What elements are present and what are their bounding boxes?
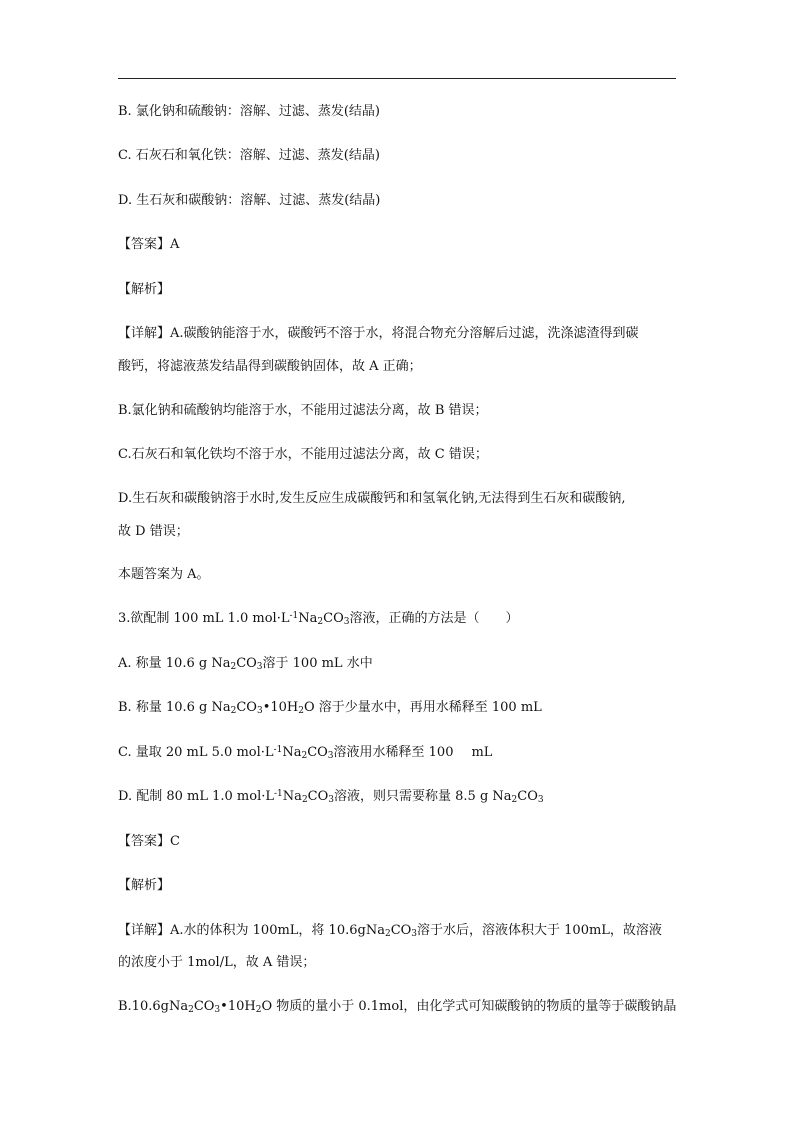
co: CO — [193, 999, 215, 1014]
q3-option-c — [118, 742, 678, 764]
q3-option-a — [118, 653, 678, 675]
q3-option-b — [118, 697, 678, 719]
sub3: 3 — [537, 795, 544, 805]
detail-text: 酸钙，将滤液蒸发结晶得到碳酸钠固体，故 A 正确； — [118, 359, 422, 374]
option-suffix: 溶液用水稀释至 100 — [333, 745, 454, 760]
option-prefix: A. 称量 10.6 g Na — [118, 656, 231, 671]
detail-suffix: O 物质的量小于 0.1mol，由化学式可知碳酸钠的物质的量等于碳酸钠晶 — [261, 999, 677, 1014]
co: CO — [307, 745, 328, 760]
na: Na — [282, 789, 302, 804]
option-b: B. 氯化钠和硫酸钠：溶解、过滤、蒸发(结晶) — [118, 104, 380, 119]
option-suffix: 溶于 100 mL 水中 — [262, 656, 373, 671]
sub3: 3 — [214, 1005, 221, 1015]
sub3: 3 — [256, 662, 263, 672]
answer-label: 【答案】C — [118, 834, 180, 849]
co: CO — [323, 611, 344, 626]
option-mid: •10H — [262, 700, 299, 715]
conclusion: 本题答案为 A。 — [118, 567, 210, 582]
option-d: D. 生石灰和碳酸钠：溶解、过滤、蒸发(结晶) — [118, 193, 381, 208]
analysis-label: 【解析】 — [118, 878, 171, 893]
sub3: 3 — [343, 617, 350, 627]
co: CO — [236, 700, 257, 715]
option-suffix: O 溶于少量水中，再用水稀释至 100 mL — [303, 700, 542, 715]
co: CO — [236, 656, 257, 671]
sup-neg1: -1 — [289, 611, 299, 621]
na: Na — [282, 745, 302, 760]
option-prefix: D. 配制 80 mL 1.0 mol·L — [118, 789, 275, 804]
option-c: C. 石灰石和氧化铁：溶解、过滤、蒸发(结晶) — [118, 148, 380, 163]
detail-prefix: B.10.6gNa — [118, 999, 189, 1014]
sub2: 2 — [317, 617, 324, 627]
option-prefix: B. 称量 10.6 g Na — [118, 700, 231, 715]
co: CO — [390, 923, 412, 938]
option-suffix: 溶液，则只需要称量 8.5 g Na — [334, 789, 512, 804]
detail-b — [118, 996, 678, 1018]
question-stem — [118, 608, 678, 630]
analysis-label: 【解析】 — [118, 282, 171, 297]
detail-b: B.氯化钠和硫酸钠均能溶于水，不能用过滤法分离，故 B 错误； — [118, 403, 488, 418]
detail-text: 【详解】A.碳酸钠能溶于水，碳酸钙不溶于水，将混合物充分溶解后过滤，洗涤滤渣得到碳 — [118, 326, 639, 341]
sub2: 2 — [188, 1005, 194, 1015]
detail-suffix: 溶于水后，溶液体积大于 100mL，故溶液 — [417, 923, 662, 938]
stem-suffix: 溶液，正确的方法是（ ） — [349, 611, 519, 626]
option-unit: mL — [471, 745, 493, 760]
detail-a — [118, 920, 678, 942]
sub3: 3 — [328, 795, 335, 805]
sub2: 2 — [230, 662, 237, 672]
detail-a: 的浓度小于 1mol/L，故 A 错误； — [118, 955, 316, 970]
answer-label: 【答案】A — [118, 237, 180, 252]
sup-neg1: -1 — [273, 745, 283, 755]
sup-neg1: -1 — [274, 789, 283, 799]
option-prefix: C. 量取 20 mL 5.0 mol·L — [118, 745, 274, 760]
detail-c: C.石灰石和氧化铁均不溶于水，不能用过滤法分离，故 C 错误； — [118, 447, 488, 462]
sub3: 3 — [256, 706, 263, 716]
na: Na — [298, 611, 318, 626]
detail-d: D.生石灰和碳酸钠溶于水时,发生反应生成碳酸钙和和氢氧化钠,无法得到生石灰和碳酸钠, — [118, 491, 626, 506]
sub3: 3 — [327, 751, 334, 761]
sub2: 2 — [301, 795, 308, 805]
sub2: 2 — [255, 1005, 262, 1015]
sub3: 3 — [411, 929, 418, 939]
sub2: 2 — [301, 751, 308, 761]
detail-mid: •10H — [220, 999, 256, 1014]
co: CO — [517, 789, 538, 804]
detail-d: 故 D 错误； — [118, 524, 189, 539]
sub2: 2 — [298, 706, 304, 716]
stem-prefix: 3.欲配制 100 mL 1.0 mol·L — [118, 611, 290, 626]
sub2: 2 — [384, 929, 391, 939]
co: CO — [307, 789, 329, 804]
sub2: 2 — [511, 795, 518, 805]
detail-prefix: 【详解】A.水的体积为 100mL，将 10.6gNa — [118, 923, 385, 938]
q3-option-d — [118, 786, 678, 808]
header-rule — [118, 78, 676, 79]
sub2: 2 — [230, 706, 237, 716]
